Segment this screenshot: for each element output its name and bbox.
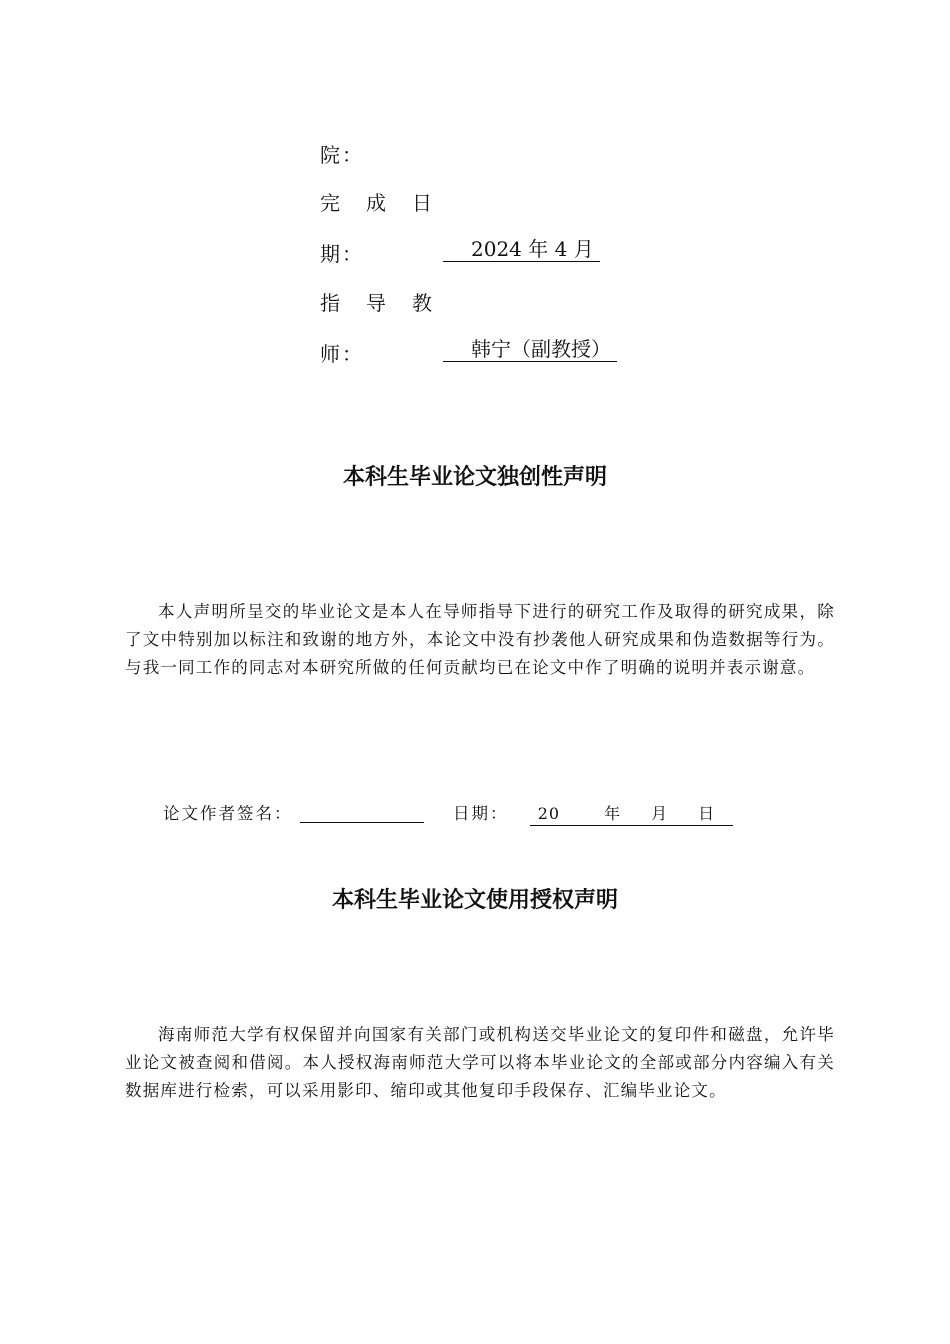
date-line: [530, 801, 733, 826]
advisor-value: 韩宁（副教授）: [443, 337, 617, 362]
completion-date-label-line1: 完成日: [320, 191, 458, 215]
date-row: [453, 800, 733, 826]
originality-title: 本科生毕业论文独创性声明: [342, 465, 607, 490]
authorization-title: 本科生毕业论文使用授权声明: [331, 888, 618, 913]
signature-row: [163, 800, 424, 824]
date-year-unit: 年: [604, 804, 622, 823]
college-label: 院：: [320, 143, 364, 167]
signature-line: [300, 804, 424, 823]
date-label: 日期：: [453, 804, 509, 823]
originality-body: 本人声明所呈交的毕业论文是本人在导师指导下进行的研究工作及取得的研究成果，除了文中特别加以标注和致谢的地方外，本论文中没有抄袭他人研究成果和伪造数据等行为。与我一同工作的同志对本研究所做的任何贡献均已在论文中作了明确的说明并表示谢意。: [125, 602, 835, 677]
advisor-label-line1: 指导教: [320, 291, 458, 315]
completion-date-label-line2: 期：: [320, 242, 364, 266]
advisor-label-line2: 师：: [320, 342, 364, 366]
completion-date-value: 2024 年 4 月: [443, 237, 600, 262]
authorization-body: 海南师范大学有权保留并向国家有关部门或机构送交毕业论文的复印件和磁盘，允许毕业论文被查阅和借阅。本人授权海南师范大学可以将本毕业论文的全部或部分内容编入有关数据库进行检索，可以采用影印、缩印或其他复印手段保存、汇编毕业论文。: [125, 1025, 835, 1100]
signature-label: 论文作者签名：: [163, 804, 293, 823]
date-month-unit: 月: [651, 804, 669, 823]
date-day-unit: 日: [698, 804, 716, 823]
date-year-prefix: 20: [537, 804, 561, 823]
